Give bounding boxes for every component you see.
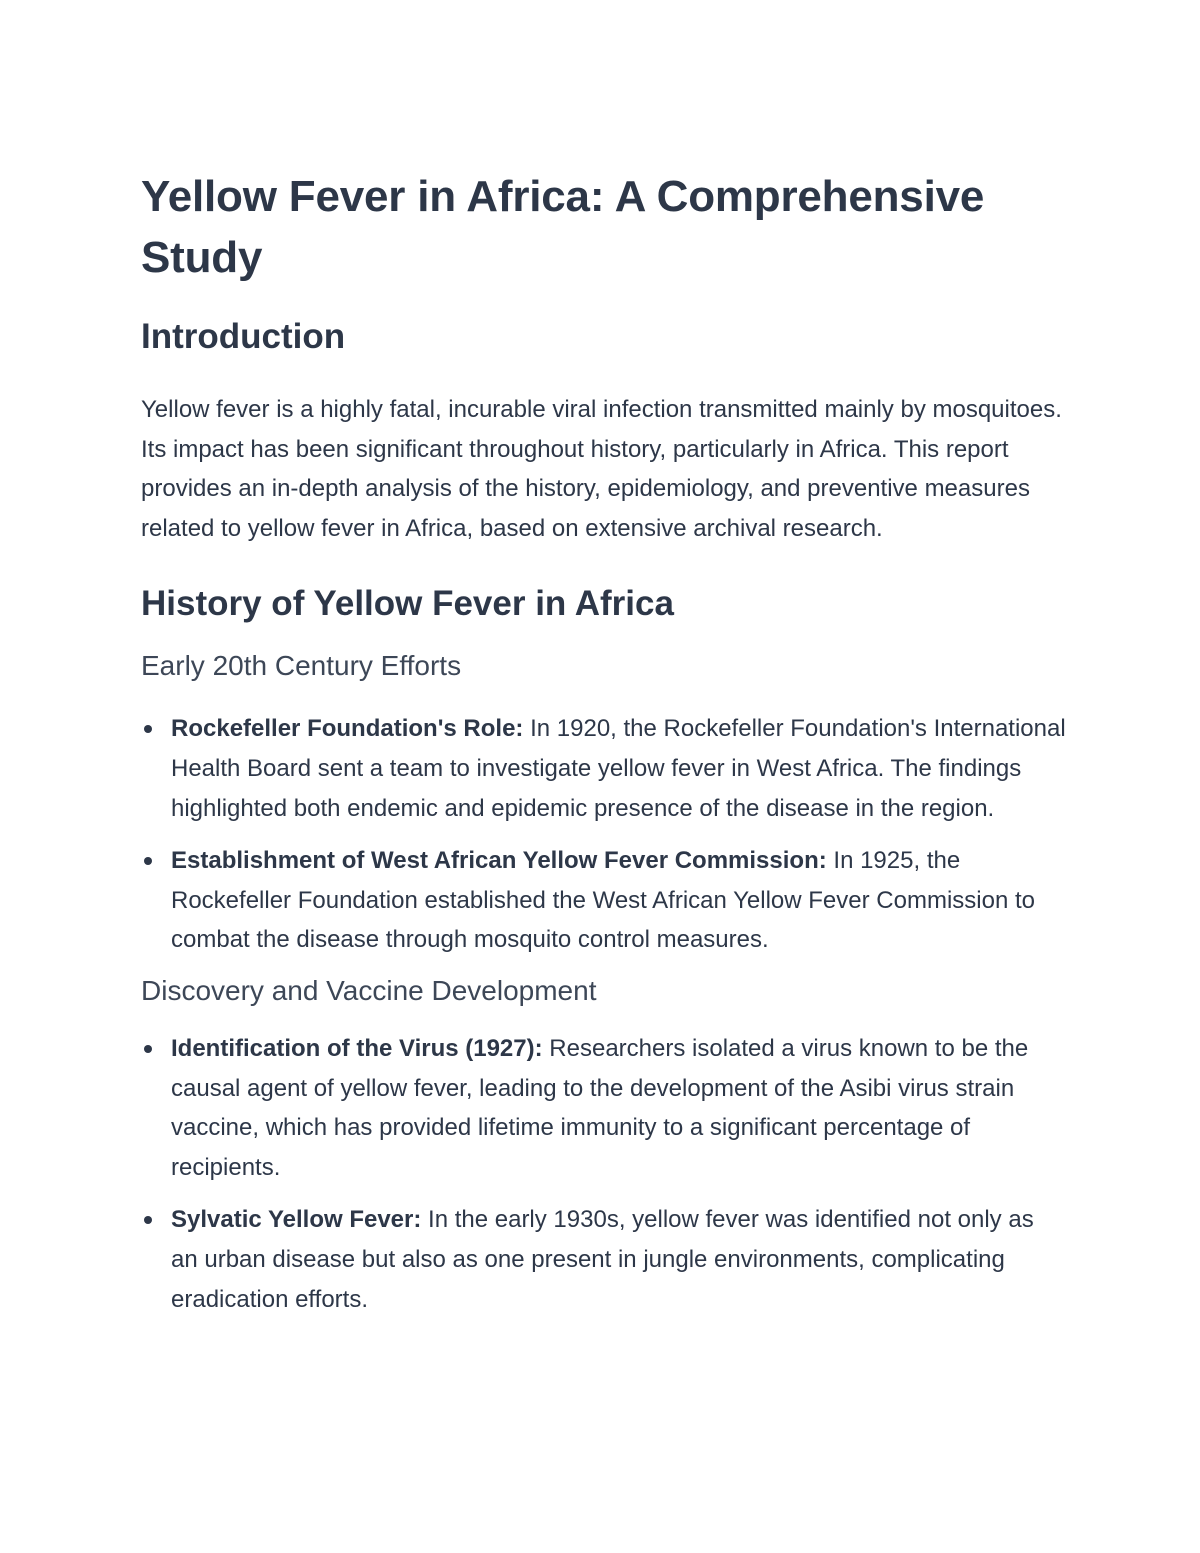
list-item-text: In the early 1930s, yellow fever was identified not only as an urban disease but also as one present in jungle environments, complicating eradication efforts. <box>171 1206 1034 1313</box>
list-item-label: Establishment of West African Yellow Fever Commission: <box>171 847 827 875</box>
list-item <box>141 1200 1066 1319</box>
early-efforts-list <box>141 709 1066 960</box>
bullet-icon <box>144 725 152 733</box>
history-heading: History of Yellow Fever in Africa <box>141 584 674 624</box>
list-item-label: Rockefeller Foundation's Role: <box>171 715 524 743</box>
bullet-icon <box>144 1045 152 1053</box>
introduction-paragraph: Yellow fever is a highly fatal, incurable viral infection transmitted mainly by mosquitoes. Its impact has been significant throughout history, particularly in Africa. This report provides an in-depth analysis of the history, epidemiology, and preventive measures related to yellow fever in Africa, based on extensive archival research. <box>141 396 1062 542</box>
list-item-text: Researchers isolated a virus known to be the causal agent of yellow fever, leading to the development of the Asibi virus strain vaccine, which has provided lifetime immunity to a significant percentage of recipients. <box>171 1034 1029 1181</box>
bullet-icon <box>144 1216 152 1224</box>
list-item <box>141 1029 1066 1187</box>
list-item <box>141 709 1066 828</box>
list-item-text: In 1920, the Rockefeller Foundation's International Health Board sent a team to investigate yellow fever in West Africa. The findings highlighted both endemic and epidemic presence of the disease in the region. <box>171 715 1066 822</box>
list-item-label: Sylvatic Yellow Fever: <box>171 1206 422 1234</box>
discovery-list <box>141 1029 1066 1319</box>
subsection-discovery-heading: Discovery and Vaccine Development <box>141 974 597 1006</box>
list-item <box>141 841 1066 960</box>
list-item-label: Identification of the Virus (1927): <box>171 1034 543 1062</box>
document-title: Yellow Fever in Africa: A Comprehensive Study <box>141 172 985 282</box>
bullet-icon <box>144 857 152 865</box>
subsection-early-efforts-heading: Early 20th Century Efforts <box>141 650 462 682</box>
introduction-heading: Introduction <box>141 317 346 356</box>
document-page <box>141 166 1066 1319</box>
list-item-text: In 1925, the Rockefeller Foundation established the West African Yellow Fever Commission to combat the disease through mosquito control measures. <box>171 847 1035 954</box>
